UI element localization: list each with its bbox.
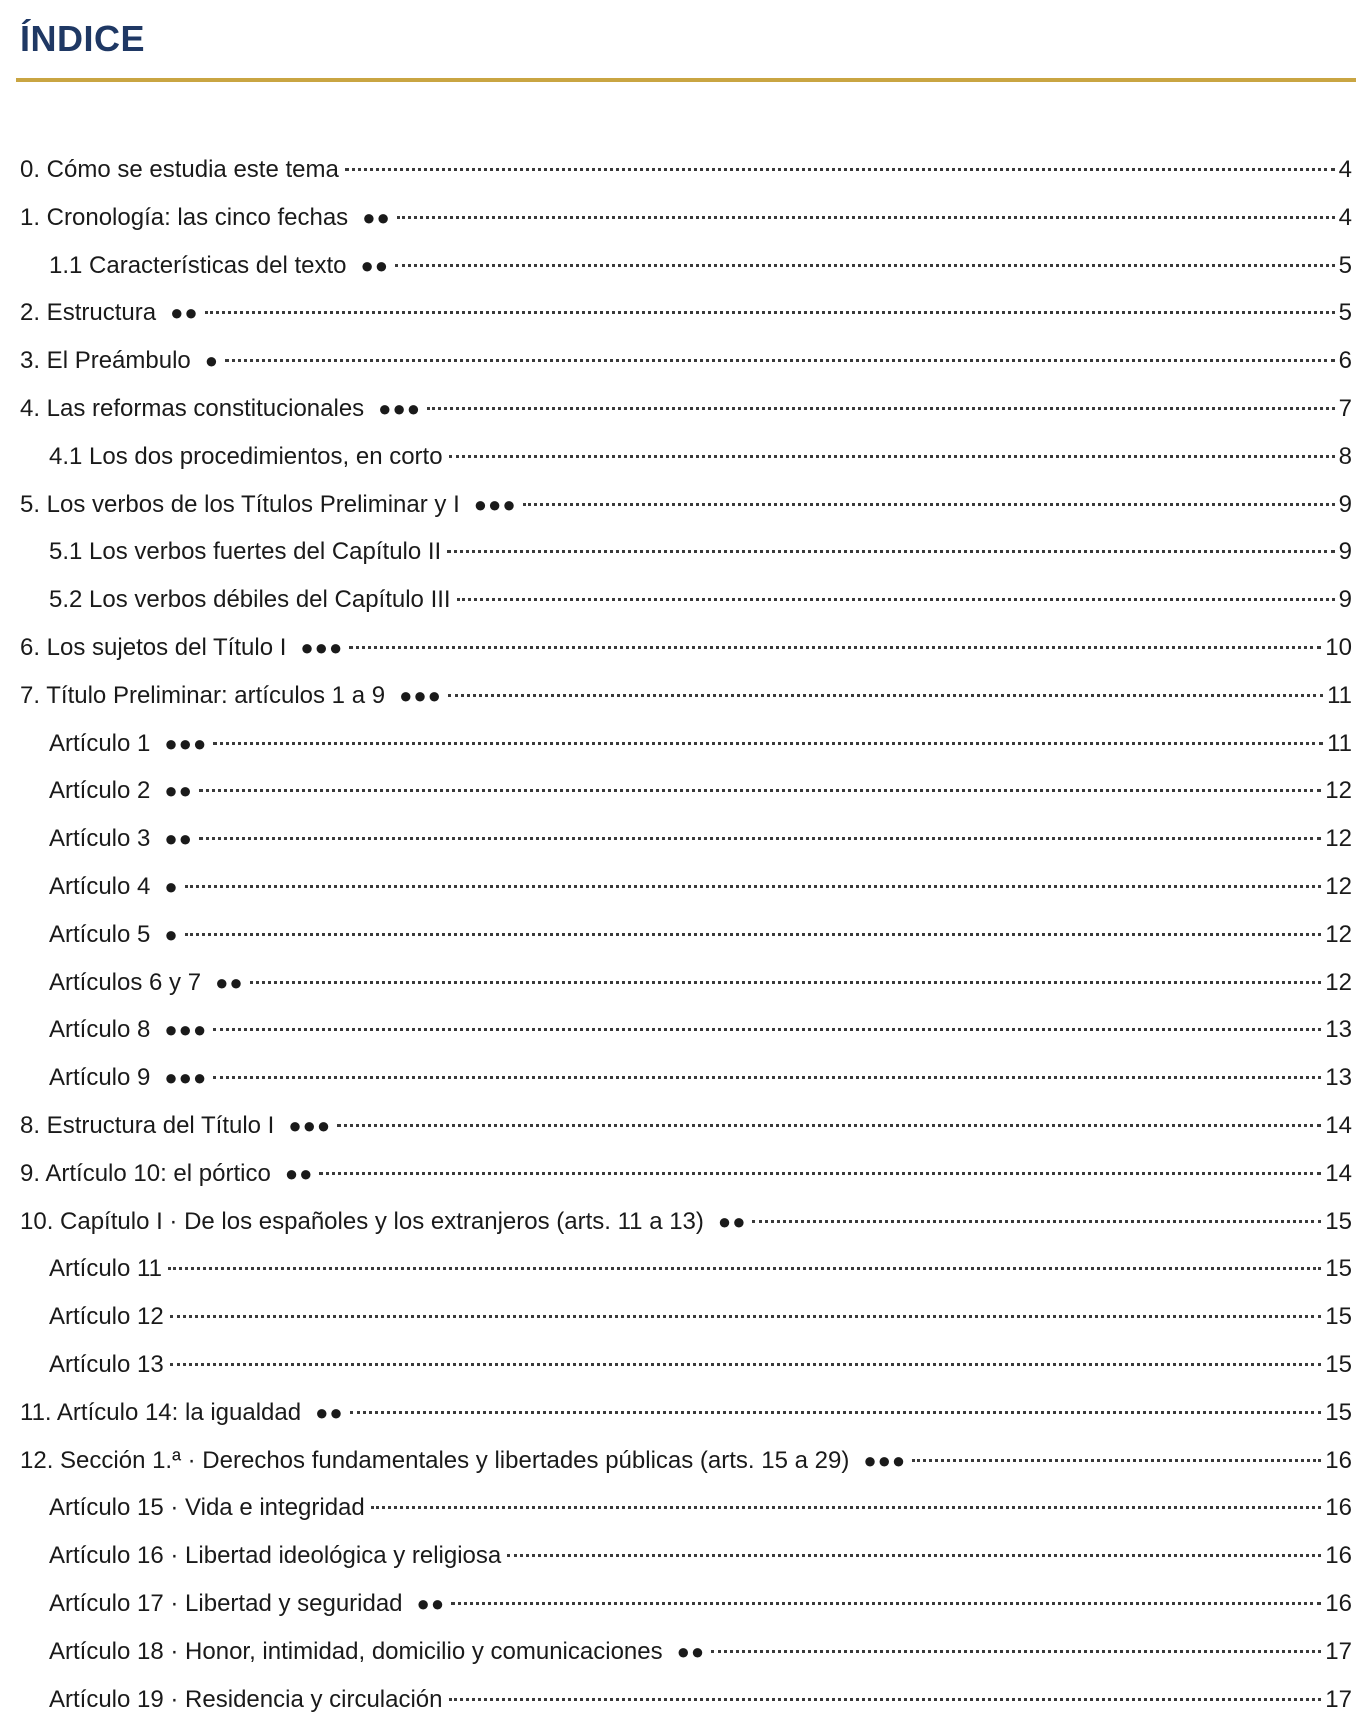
toc-entry-page-number: 12 (1325, 959, 1352, 1007)
dot-leader (170, 1315, 1322, 1318)
toc-entry-label: Artículo 11 (49, 1245, 162, 1293)
toc-entry-page-number: 4 (1339, 146, 1352, 194)
dot-leader (349, 646, 1321, 649)
toc-entry-label: 4. Las reformas constitucionales (20, 385, 364, 433)
title-underline-rule (16, 78, 1356, 82)
importance-dots: ●● (362, 194, 391, 242)
toc-entry-page-number: 6 (1339, 337, 1352, 385)
toc-entry[interactable] (20, 1341, 1352, 1389)
toc-entry-label: Artículo 8 (49, 1006, 150, 1054)
toc-entry-page-number: 13 (1325, 1006, 1352, 1054)
importance-dots: ●●● (378, 385, 421, 433)
toc-entry-page-number: 12 (1325, 767, 1352, 815)
dot-leader (213, 742, 1323, 745)
toc-entry-page-number: 12 (1325, 911, 1352, 959)
toc-entry-page-number: 16 (1325, 1532, 1352, 1580)
toc-entry[interactable] (20, 1102, 1352, 1150)
dot-leader (170, 1363, 1322, 1366)
toc-entry-page-number: 10 (1325, 624, 1352, 672)
toc-entry[interactable] (20, 1245, 1352, 1293)
dot-leader (213, 1076, 1321, 1079)
dot-leader (448, 694, 1323, 697)
importance-dots: ● (205, 337, 219, 385)
toc-entry[interactable] (20, 767, 1352, 815)
toc-entry[interactable] (20, 385, 1352, 433)
toc-entry-label: 0. Cómo se estudia este tema (20, 146, 339, 194)
importance-dots: ●●● (474, 481, 517, 529)
importance-dots: ●● (677, 1628, 706, 1676)
dot-leader (225, 359, 1335, 362)
toc-entry-label: Artículo 4 (49, 863, 150, 911)
dot-leader (451, 1602, 1321, 1605)
toc-entry[interactable] (20, 1389, 1352, 1437)
toc-entry-page-number: 12 (1325, 863, 1352, 911)
toc-entry-page-number: 7 (1339, 385, 1352, 433)
toc-entry-page-number: 13 (1325, 1054, 1352, 1102)
importance-dots: ●● (718, 1198, 747, 1246)
toc-entry[interactable] (20, 959, 1352, 1007)
toc-entry[interactable] (20, 1293, 1352, 1341)
toc-entry[interactable] (20, 720, 1352, 768)
dot-leader (449, 455, 1335, 458)
dot-leader (250, 981, 1322, 984)
importance-dots: ●● (215, 959, 244, 1007)
toc-entry[interactable] (20, 815, 1352, 863)
toc-entry-page-number: 11 (1327, 720, 1352, 768)
toc-entry[interactable] (20, 528, 1352, 576)
dot-leader (752, 1220, 1321, 1223)
dot-leader (523, 503, 1335, 506)
dot-leader (199, 837, 1321, 840)
importance-dots: ●●● (164, 1054, 207, 1102)
toc-entry-label: 1. Cronología: las cinco fechas (20, 194, 348, 242)
toc-entry-label: Artículo 15 · Vida e integridad (49, 1484, 365, 1532)
toc-entry[interactable] (20, 863, 1352, 911)
dot-leader (371, 1506, 1322, 1509)
toc-entry-page-number: 9 (1339, 481, 1352, 529)
dot-leader (395, 264, 1335, 267)
toc-entry[interactable] (20, 1580, 1352, 1628)
toc-entry-page-number: 5 (1339, 289, 1352, 337)
toc-entry-page-number: 15 (1325, 1389, 1352, 1437)
toc-entry[interactable] (20, 242, 1352, 290)
toc-entry-label: 2. Estructura (20, 289, 156, 337)
dot-leader (350, 1411, 1322, 1414)
toc-entry-label: 3. El Preámbulo (20, 337, 191, 385)
toc-entry-page-number: 16 (1325, 1484, 1352, 1532)
toc-entry-label: 9. Artículo 10: el pórtico (20, 1150, 271, 1198)
toc-entry-label: Artículo 3 (49, 815, 150, 863)
toc-entry-page-number: 15 (1325, 1198, 1352, 1246)
toc-entry-label: 8. Estructura del Título I (20, 1102, 274, 1150)
importance-dots: ●●● (164, 1006, 207, 1054)
toc-entry[interactable] (20, 1054, 1352, 1102)
importance-dots: ●●● (288, 1102, 331, 1150)
toc-entry-page-number: 8 (1339, 433, 1352, 481)
toc-entry[interactable] (20, 146, 1352, 194)
importance-dots: ●● (285, 1150, 314, 1198)
dot-leader (447, 550, 1334, 553)
toc-entry-page-number: 17 (1325, 1676, 1352, 1723)
page-title: ÍNDICE (20, 18, 145, 60)
toc-entry-label: Artículo 19 · Residencia y circulación (49, 1676, 443, 1723)
dot-leader (185, 885, 1322, 888)
importance-dots: ● (164, 911, 178, 959)
toc-entry-page-number: 16 (1325, 1437, 1352, 1485)
toc-entry[interactable] (20, 624, 1352, 672)
importance-dots: ●● (164, 767, 193, 815)
toc-entry[interactable] (20, 481, 1352, 529)
dot-leader (507, 1554, 1321, 1557)
toc-entry[interactable] (20, 337, 1352, 385)
importance-dots: ●● (417, 1580, 446, 1628)
toc-entry[interactable] (20, 194, 1352, 242)
importance-dots: ●● (360, 242, 389, 290)
importance-dots: ●●● (399, 672, 442, 720)
toc-entry-label: 5. Los verbos de los Títulos Preliminar y I (20, 481, 460, 529)
toc-entry-label: 6. Los sujetos del Título I (20, 624, 286, 672)
toc-entry-label: Artículo 13 (49, 1341, 164, 1389)
toc-entry-label: 1.1 Características del texto (49, 242, 346, 290)
toc-entry-page-number: 17 (1325, 1628, 1352, 1676)
dot-leader (185, 933, 1322, 936)
importance-dots: ● (164, 863, 178, 911)
toc-entry[interactable] (20, 1532, 1352, 1580)
dot-leader (205, 311, 1335, 314)
toc-entry-label: Artículos 6 y 7 (49, 959, 201, 1007)
dot-leader (427, 407, 1335, 410)
toc-entry[interactable] (20, 576, 1352, 624)
toc-entry-label: 12. Sección 1.ª · Derechos fundamentales y libertades públicas (arts. 15 a 29) (20, 1437, 849, 1485)
toc-entry[interactable] (20, 911, 1352, 959)
toc-entry-page-number: 12 (1325, 815, 1352, 863)
toc-entry-label: Artículo 18 · Honor, intimidad, domicilio y comunicaciones (49, 1628, 663, 1676)
toc-entry-label: Artículo 9 (49, 1054, 150, 1102)
toc-entry-page-number: 14 (1325, 1150, 1352, 1198)
toc-entry-label: 4.1 Los dos procedimientos, en corto (49, 433, 443, 481)
toc-entry[interactable] (20, 1484, 1352, 1532)
toc-entry-label: 10. Capítulo I · De los españoles y los extranjeros (arts. 11 a 13) (20, 1198, 704, 1246)
dot-leader (345, 168, 1335, 171)
toc-entry-label: Artículo 16 · Libertad ideológica y religiosa (49, 1532, 501, 1580)
toc-entry[interactable] (20, 289, 1352, 337)
importance-dots: ●● (170, 289, 199, 337)
toc-entry[interactable] (20, 433, 1352, 481)
toc-entry-page-number: 15 (1325, 1245, 1352, 1293)
dot-leader (213, 1028, 1321, 1031)
dot-leader (711, 1650, 1321, 1653)
toc-entry-label: Artículo 1 (49, 720, 150, 768)
toc-entry-page-number: 4 (1339, 194, 1352, 242)
toc-entry-label: 7. Título Preliminar: artículos 1 a 9 (20, 672, 385, 720)
toc-entry-page-number: 9 (1339, 576, 1352, 624)
importance-dots: ●● (164, 815, 193, 863)
toc-entry-label: Artículo 2 (49, 767, 150, 815)
dot-leader (337, 1124, 1321, 1127)
dot-leader (199, 789, 1321, 792)
toc-entry-page-number: 15 (1325, 1341, 1352, 1389)
importance-dots: ●● (315, 1389, 344, 1437)
toc-entry[interactable] (20, 672, 1352, 720)
toc-entry-label: Artículo 12 (49, 1293, 164, 1341)
toc-entry[interactable] (20, 1150, 1352, 1198)
toc-entry-label: Artículo 17 · Libertad y seguridad (49, 1580, 403, 1628)
importance-dots: ●●● (164, 720, 207, 768)
dot-leader (397, 216, 1335, 219)
table-of-contents (20, 146, 1352, 1723)
toc-entry-page-number: 15 (1325, 1293, 1352, 1341)
toc-entry[interactable] (20, 1437, 1352, 1485)
dot-leader (319, 1172, 1321, 1175)
toc-entry-page-number: 14 (1325, 1102, 1352, 1150)
toc-entry[interactable] (20, 1676, 1352, 1723)
dot-leader (449, 1698, 1322, 1701)
dot-leader (168, 1267, 1321, 1270)
toc-entry-label: 11. Artículo 14: la igualdad (20, 1389, 301, 1437)
toc-entry-label: 5.2 Los verbos débiles del Capítulo III (49, 576, 451, 624)
toc-entry-label: 5.1 Los verbos fuertes del Capítulo II (49, 528, 441, 576)
toc-entry-page-number: 9 (1339, 528, 1352, 576)
dot-leader (457, 598, 1335, 601)
toc-entry-page-number: 5 (1339, 242, 1352, 290)
dot-leader (912, 1459, 1321, 1462)
toc-entry[interactable] (20, 1006, 1352, 1054)
toc-entry-page-number: 16 (1325, 1580, 1352, 1628)
toc-entry[interactable] (20, 1198, 1352, 1246)
toc-entry-label: Artículo 5 (49, 911, 150, 959)
importance-dots: ●●● (300, 624, 343, 672)
toc-entry[interactable] (20, 1628, 1352, 1676)
importance-dots: ●●● (863, 1437, 906, 1485)
toc-entry-page-number: 11 (1327, 672, 1352, 720)
